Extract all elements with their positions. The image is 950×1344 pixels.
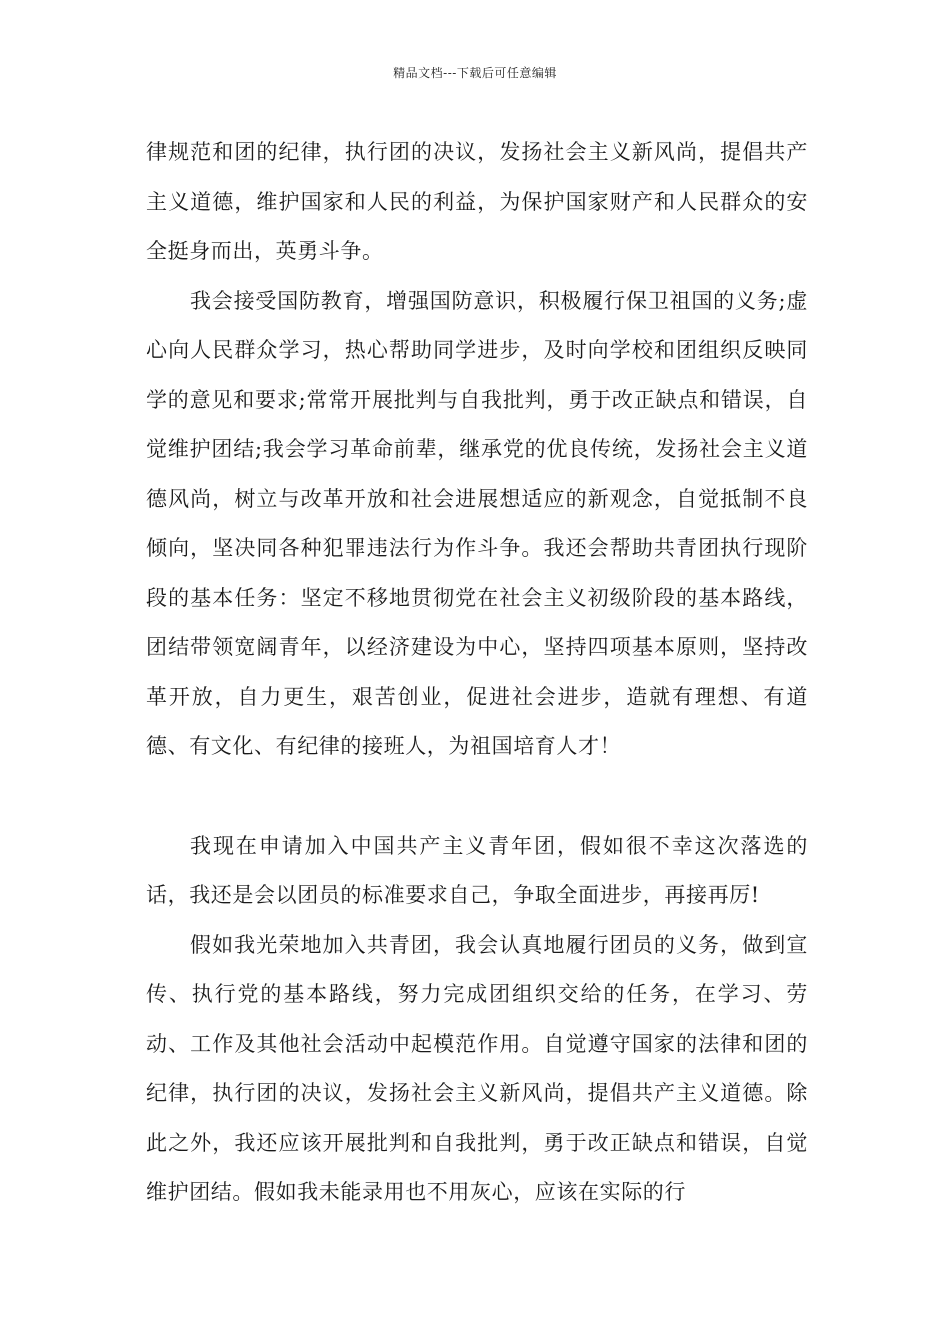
paragraph-application: 我现在申请加入中国共产主义青年团，假如很不幸这次落选的话，我还是会以团员的标准要求自己，争取全面进步，再接再厉!: [146, 833, 808, 907]
paragraph-national-defense: 我会接受国防教育，增强国防意识，积极履行保卫祖国的义务;虚心向人民群众学习，热心帮助同学进步，及时向学校和团组织反映同学的意见和要求;常常开展批判与自我批判，勇于改正缺点和错误，自觉维护团结;我会学习革命前辈，继承党的优良传统，发扬社会主义道德风尚，树立与改革开放和社会进展想适应的新观念，自觉抵制不良倾向，坚决同各种犯罪违法行为作斗争。我还会帮助共青团执行现阶段的基本任务：坚定不移地贯彻党在社会主义初级阶段的基本路线，团结带领宽阔青年，以经济建设为中心，坚持四项基本原则，坚持改革开放，自力更生，艰苦创业，促进社会进步，造就有理想、有道德、有文化、有纪律的接班人，为祖国培育人才！: [146, 288, 808, 758]
page-header: 精品文档---下载后可任意编辑: [393, 66, 557, 80]
paragraph-spacer: [146, 772, 808, 822]
paragraph-continuation: 律规范和团的纪律，执行团的决议，发扬社会主义新风尚，提倡共产主义道德，维护国家和人民的利益，为保护国家财产和人民群众的安全挺身而出，英勇斗争。: [146, 140, 808, 263]
paragraph-commitment: 假如我光荣地加入共青团，我会认真地履行团员的义务，做到宣传、执行党的基本路线，努力完成团组织交给的任务，在学习、劳动、工作及其他社会活动中起模范作用。自觉遵守国家的法律和团的纪律，执行团的决议，发扬社会主义新风尚，提倡共产主义道德。除此之外，我还应该开展批判和自我批判，勇于改正缺点和错误，自觉维护团结。假如我未能录用也不用灰心，应该在实际的行: [146, 932, 808, 1204]
document-body: [146, 128, 808, 1218]
